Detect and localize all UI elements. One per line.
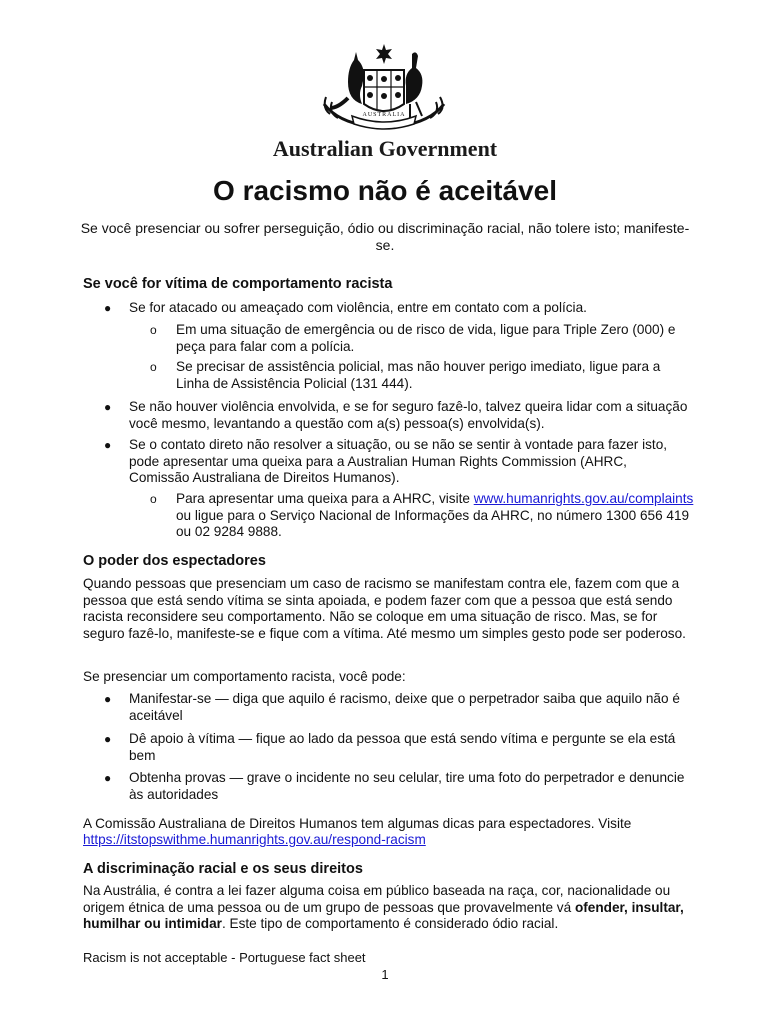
bullet-dot: ● [104, 771, 112, 785]
sub-list-item-complaints [176, 491, 696, 541]
complaints-link[interactable]: www.humanrights.gov.au/complaints [473, 491, 694, 506]
sub-bullet-circle: o [150, 492, 157, 506]
sub-bullet-circle: o [150, 323, 157, 337]
emblem-scroll-text: AUSTRALIA [362, 112, 406, 118]
page-title: O racismo não é aceitável [213, 175, 557, 206]
section-heading-victim: Se você for vítima de comportamento racista [83, 276, 393, 292]
sub-list-item: Em uma situação de emergência ou de risco de vida, ligue para Triple Zero (000) e peça para falar com a polícia. [176, 322, 676, 354]
list-item: Se não houver violência envolvida, e se for seguro fazê-lo, talvez queira lidar com a situação você mesmo, levantando a questão com a(s) pessoa(s) envolvida(s). [129, 399, 688, 431]
government-name: Australian Government [272, 136, 498, 161]
complaints-text-after: ou ligue para o Serviço Nacional de Informações da AHRC, no número 1300 656 419 ou 02 9284 9888. [176, 507, 690, 539]
rights-text-after: . Este tipo de comportamento é considerado ódio racial. [221, 916, 559, 931]
bystanders-paragraph: Quando pessoas que presenciam um caso de racismo se manifestam contra ele, fazem com que a pessoa que está sendo vítima se sinta apoiada, e podem fazer com que a pessoa que está sendo racista reconsidere seu comportamento. Não se coloque em uma situação de risco. Mas, se for seguro fazê-lo, manifeste-se e fique com a vítima. Até mesmo um simples gesto pode ser poderoso. [83, 576, 686, 641]
bystanders-tips: A Comissão Australiana de Direitos Humanos tem algumas dicas para espectadores. Visite [83, 816, 632, 831]
page-subtitle: Se você presenciar ou sofrer perseguição, ódio ou discriminação racial, não tolere isto; manifeste-se. [80, 220, 690, 253]
sub-list-item: Se precisar de assistência policial, mas não houver perigo imediato, ligue para a Linha de Assistência Policial (131 444). [176, 359, 661, 391]
list-item: Manifestar-se — diga que aquilo é racismo, deixe que o perpetrador saiba que aquilo não é aceitável [129, 691, 680, 723]
list-item: Se o contato direto não resolver a situação, ou se não se sentir à vontade para fazer isto, pode apresentar uma queixa para a Australian Human Rights Commission (AHRC, Comissão Australiana de Direitos Humanos). [129, 437, 668, 485]
footer-title: Racism is not acceptable - Portuguese fact sheet [83, 950, 366, 965]
list-item: Dê apoio à vítima — fique ao lado da pessoa que está sendo vítima e pergunte se ela está bem [129, 731, 676, 763]
respond-racism-link-line [83, 832, 693, 849]
complaints-text-before: Para apresentar uma queixa para a AHRC, visite [176, 491, 474, 506]
bullet-dot: ● [104, 400, 112, 414]
section-heading-rights: A discriminação racial e os seus direitos [83, 861, 363, 877]
coat-of-arms-icon [318, 42, 450, 134]
respond-racism-link[interactable]: https://itstopswithme.humanrights.gov.au/respond-racism [83, 832, 426, 847]
bullet-dot: ● [104, 732, 112, 746]
page-number: 1 [381, 967, 389, 982]
section-heading-bystanders: O poder dos espectadores [83, 553, 266, 569]
bullet-dot: ● [104, 438, 112, 452]
bullet-dot: ● [104, 692, 112, 706]
bullet-dot: ● [104, 301, 112, 315]
rights-text-before: Na Austrália, é contra a lei fazer alguma coisa em público baseada na raça, cor, nacionalidade ou origem étnica de uma pessoa ou de um grupo de pessoas que provavelmente vá [83, 883, 671, 915]
sub-bullet-circle: o [150, 360, 157, 374]
rights-paragraph [83, 883, 693, 933]
rights-text-bold: ofender, insultar, humilhar ou intimidar [83, 899, 684, 931]
list-item: Se for atacado ou ameaçado com violência, entre em contato com a polícia. [129, 300, 587, 315]
list-item: Obtenha provas — grave o incidente no seu celular, tire uma foto do perpetrador e denuncie às autoridades [129, 770, 685, 802]
bystanders-intro: Se presenciar um comportamento racista, você pode: [83, 669, 406, 684]
